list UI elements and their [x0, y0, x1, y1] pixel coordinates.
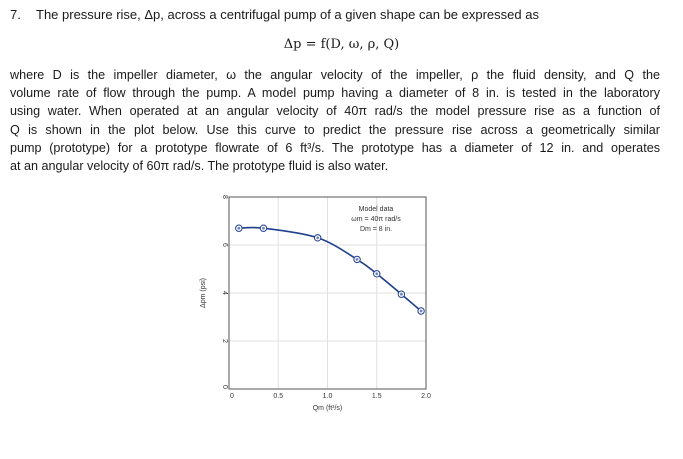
y-tick-label: 8 — [221, 195, 228, 199]
paragraph-line: where D is the impeller diameter, ω the angular velocity of the impeller, ρ the fluid density, and Q the — [10, 68, 660, 82]
paragraph-line: using water. When operated at an angular velocity of 40π rad/s the model pressure rise as a function of — [10, 104, 660, 119]
paragraph-line: at an angular velocity of 60π rad/s. The prototype fluid is also water. — [10, 159, 389, 174]
paragraph-line: pump (prototype) for a prototype flowrate of 6 ft³/s. The prototype has a diameter of 12 in. and operates — [10, 140, 660, 155]
legend-entry: Model data — [358, 206, 394, 213]
data-point-center — [316, 236, 319, 239]
paragraph-line: Q is shown in the plot below. Use this curve to predict the pressure rise across a geometrically similar — [10, 122, 660, 137]
data-point-center — [375, 272, 378, 275]
y-axis-label: Δpm (psi) — [200, 278, 207, 308]
data-point-center — [400, 293, 403, 296]
legend-entry: ωm = 40π rad/s — [351, 216, 401, 223]
problem-number: 7. — [10, 7, 21, 22]
x-axis-label: Qm (ft³/s) — [312, 405, 343, 412]
legend-entry: Dm = 8 in. — [359, 226, 393, 233]
data-point-center — [420, 310, 423, 313]
y-tick-label: 4 — [221, 291, 228, 295]
y-tick-label: 2 — [221, 339, 228, 343]
paragraph-line: volume rate of flow through the pump. A model pump having a diameter of 8 in. is tested in the laboratory — [10, 86, 660, 101]
governing-equation: Δp = f(D, ω, ρ, Q) — [283, 37, 400, 52]
x-tick-label: 2.0 — [421, 393, 431, 400]
data-point-center — [237, 227, 240, 230]
x-tick-label: 0.5 — [273, 393, 284, 400]
data-point-center — [262, 227, 265, 230]
x-tick-label: 1.5 — [371, 393, 382, 400]
problem-intro-text: The pressure rise, Δp, across a centrifugal pump of a given shape can be expressed as — [36, 7, 539, 22]
x-tick-label: 1.0 — [322, 393, 333, 400]
x-tick-label: 0 — [230, 393, 234, 400]
y-tick-label: 0 — [221, 385, 228, 389]
data-point-center — [356, 258, 359, 261]
y-tick-label: 6 — [221, 243, 228, 247]
model-curve-line — [239, 227, 421, 311]
